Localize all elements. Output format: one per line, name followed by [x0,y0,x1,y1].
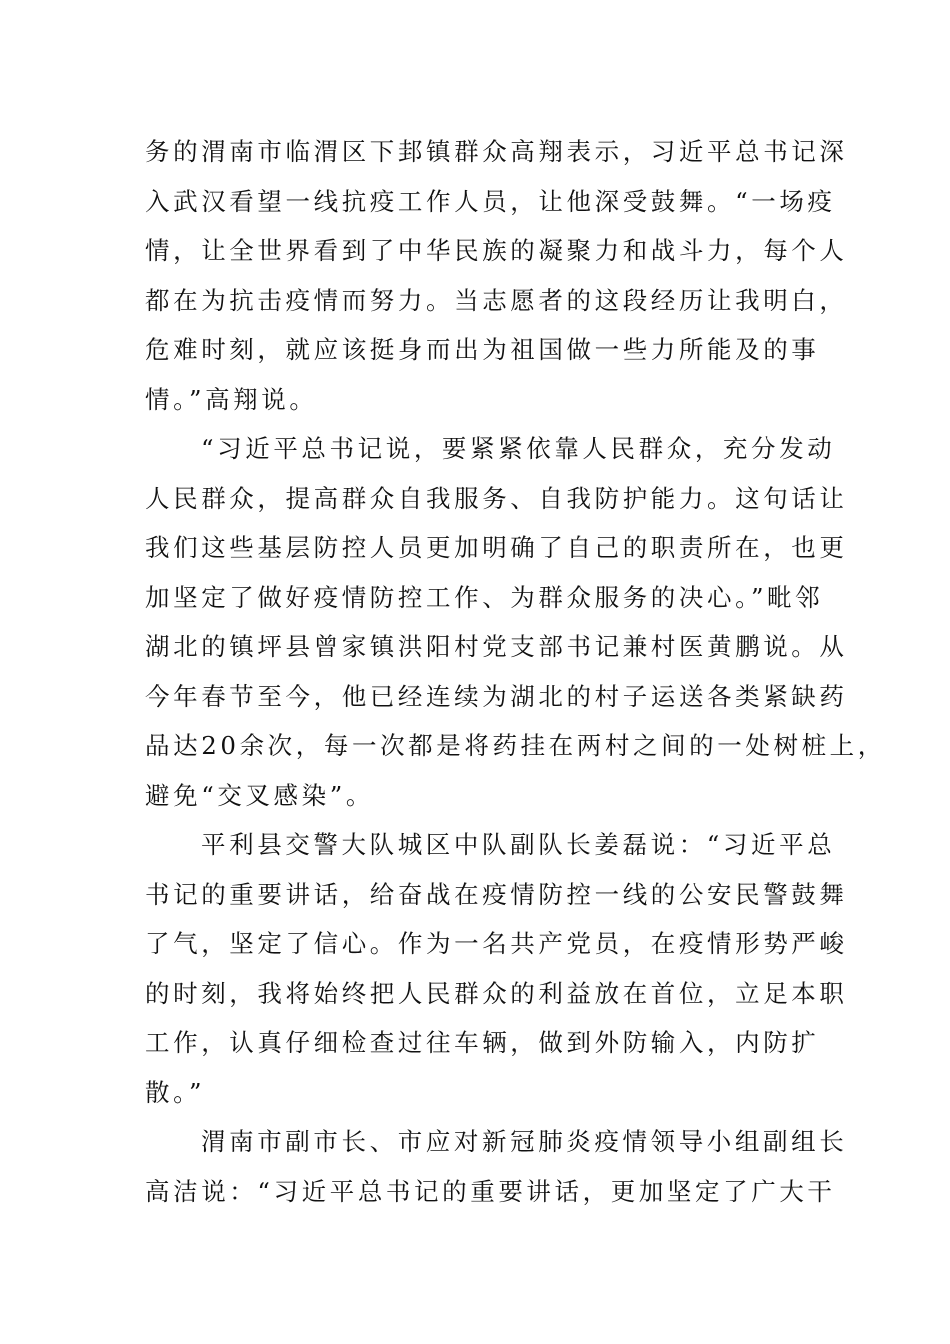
text-line: 湖北的镇坪县曾家镇洪阳村党支部书记兼村医黄鹏说。从 [145,632,848,661]
text-line: 今年春节至今，他已经连续为湖北的村子运送各类紧缺药 [145,681,848,711]
text-line: 的时刻，我将始终把人民群众的利益放在首位，立足本职 [145,978,848,1008]
text-line: 了气，坚定了信心。作为一名共产党员，在疫情形势严峻 [145,929,848,958]
text-line: 人民群众，提高群众自我服务、自我防护能力。这句话让 [145,483,848,513]
text-line: 书记的重要讲话，给奋战在疫情防控一线的公安民警鼓舞 [145,879,848,909]
text-line: 高洁说：“习近平总书记的重要讲话，更加坚定了广大干 [145,1176,836,1206]
text-line: 情。”高翔说。 [145,384,318,414]
text-line: 危难时刻，就应该挺身而出为祖国做一些力所能及的事 [145,335,820,364]
text-line: 避免“交叉感染”。 [145,780,374,810]
text-line: 渭南市副市长、市应对新冠肺炎疫情领导小组副组长 [201,1127,848,1156]
text-line: 务的渭南市临渭区下邽镇群众高翔表示，习近平总书记深 [145,137,848,166]
text-line: 加坚定了做好疫情防控工作、为群众服务的决心。”毗邻 [145,582,824,612]
text-line: 品达20余次，每一次都是将药挂在两村之间的一处树桩上， [145,731,886,760]
text-line: 工作，认真仔细检查过往车辆，做到外防输入，内防扩 [145,1028,820,1057]
text-line: “习近平总书记说，要紧紧依靠人民群众，充分发动 [201,434,836,463]
document-body [145,127,886,1216]
text-line: 平利县交警大队城区中队副队长姜磊说：“习近平总 [201,830,836,859]
text-line: 散。” [145,1077,206,1107]
text-line: 我们这些基层防控人员更加明确了自己的职责所在，也更 [145,533,848,562]
text-line: 情，让全世界看到了中华民族的凝聚力和战斗力，每个人 [145,236,848,265]
text-line: 入武汉看望一线抗疫工作人员，让他深受鼓舞。“一场疫 [145,186,836,216]
text-line: 都在为抗击疫情而努力。当志愿者的这段经历让我明白， [145,285,848,315]
